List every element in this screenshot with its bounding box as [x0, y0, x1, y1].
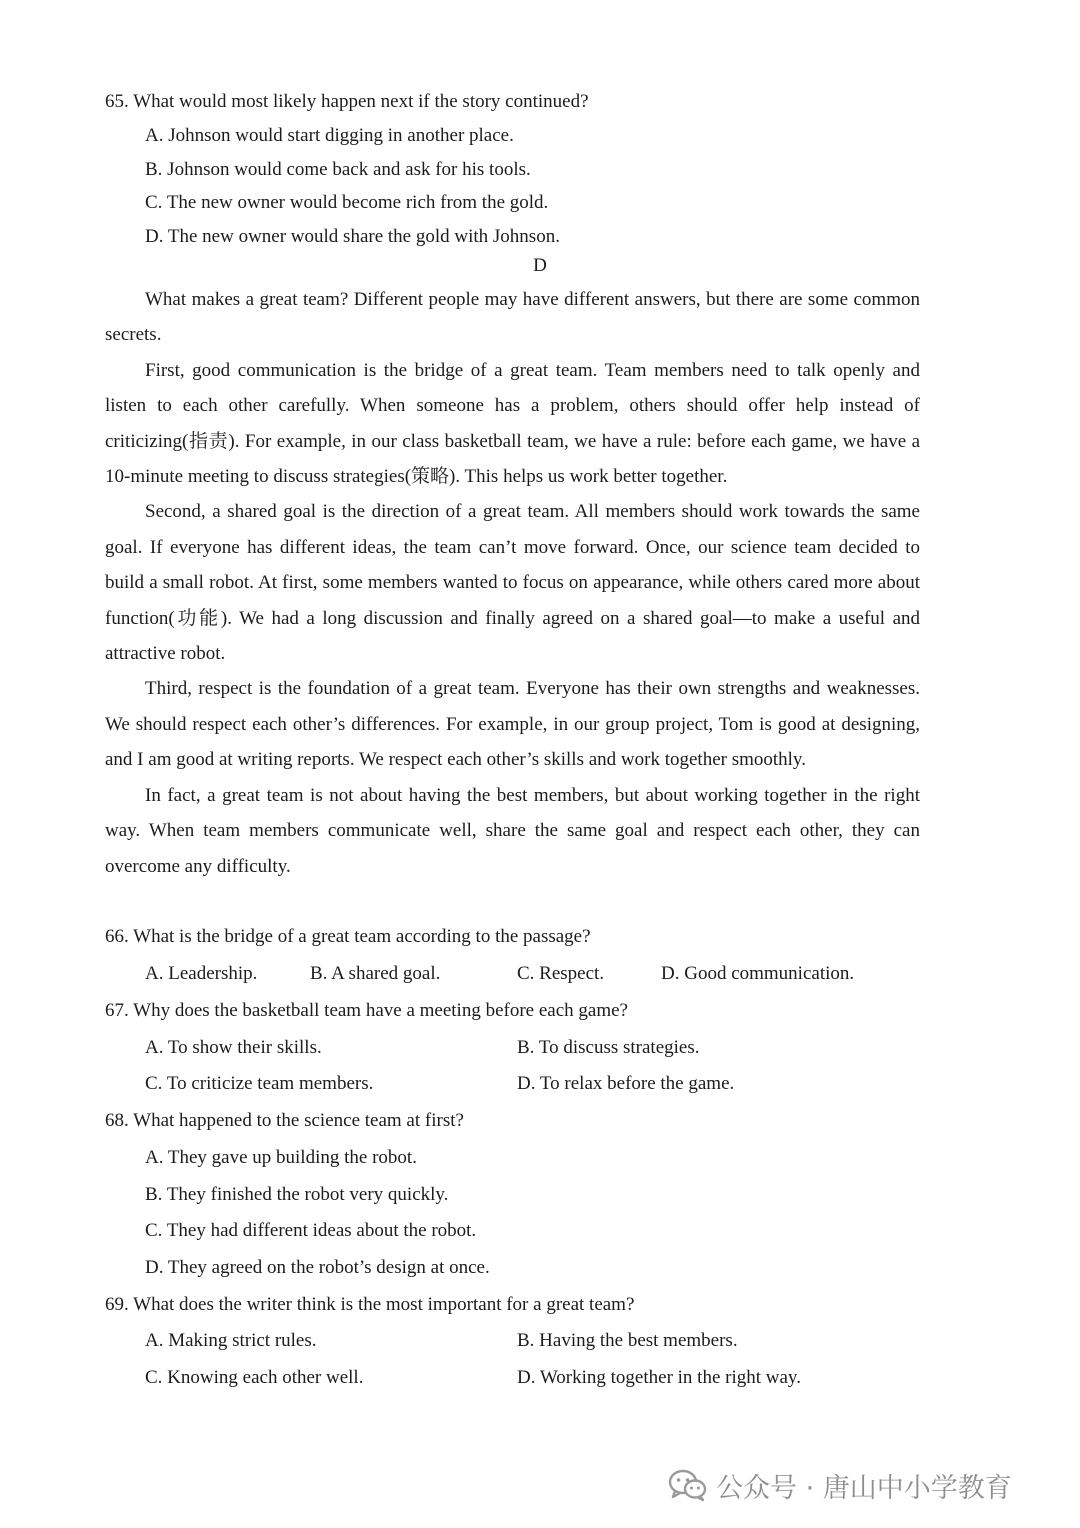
question-65-stem: 65. What would most likely happen next if the story continued? — [105, 91, 589, 112]
passage-paragraph: In fact, a great team is not about having the best members, but about working together in the right way. When team members communicate well, share the same goal and respect each other, they can overcome any difficulty. — [105, 784, 920, 877]
question-66-stem: 66. What is the bridge of a great team according to the passage? — [105, 926, 591, 947]
question-66-option-b: B. A shared goal. — [310, 963, 441, 984]
question-69-option-c: C. Knowing each other well. — [145, 1367, 364, 1388]
question-67-option-c: C. To criticize team members. — [145, 1073, 374, 1094]
passage-paragraph: Third, respect is the foundation of a great team. Everyone has their own strengths and weaknesses. We should respect each other’s differences. For example, in our group project, Tom is good at designing, and I am good at writing reports. We respect each other’s skills and work together smoothly. — [105, 678, 920, 771]
question-67-stem: 67. Why does the basketball team have a meeting before each game? — [105, 1000, 628, 1021]
passage-paragraph: What makes a great team? Different people may have different answers, but there are some common secrets. — [105, 289, 920, 346]
section-letter: D — [533, 255, 547, 276]
question-69-option-a: A. Making strict rules. — [145, 1330, 317, 1351]
question-66-option-a: A. Leadership. — [145, 963, 258, 984]
question-65-option-d: D. The new owner would share the gold with Johnson. — [145, 226, 560, 247]
passage-paragraph: First, good communication is the bridge of a great team. Team members need to talk openly and listen to each other carefully. When someone has a problem, others should offer help instead of criticizing(指责). For example, in our class basketball team, we have a rule: before each game, we have a 10-minute meeting to discuss strategies(策略). This helps us work better together. — [105, 359, 920, 488]
watermark-text: 公众号 · 唐山中小学教育 — [716, 1472, 1012, 1504]
watermark — [668, 1463, 1012, 1507]
question-67-option-d: D. To relax before the game. — [517, 1073, 735, 1094]
reading-passage — [105, 282, 920, 884]
question-69-option-d: D. Working together in the right way. — [517, 1367, 801, 1388]
question-67-option-b: B. To discuss strategies. — [517, 1037, 700, 1058]
question-68-option-c: C. They had different ideas about the robot. — [145, 1220, 477, 1241]
question-66-option-c: C. Respect. — [517, 963, 605, 984]
question-67-option-a: A. To show their skills. — [145, 1037, 322, 1058]
question-68-option-b: B. They finished the robot very quickly. — [145, 1184, 449, 1205]
question-66-option-d: D. Good communication. — [661, 963, 855, 984]
question-65-option-b: B. Johnson would come back and ask for his tools. — [145, 159, 531, 180]
question-68-option-d: D. They agreed on the robot’s design at once. — [145, 1257, 490, 1278]
question-68-option-a: A. They gave up building the robot. — [145, 1147, 417, 1168]
passage-paragraph: Second, a shared goal is the direction of a great team. All members should work towards the same goal. If everyone has different ideas, the team can’t move forward. Once, our science team decided to build a small robot. At first, some members wanted to focus on appearance, while others cared more about function(功能). We had a long discussion and finally agreed on a shared goal—to make a useful and attractive robot. — [105, 501, 920, 665]
question-68-stem: 68. What happened to the science team at first? — [105, 1110, 464, 1131]
question-65-option-a: A. Johnson would start digging in another place. — [145, 125, 514, 146]
wechat-icon — [668, 1468, 708, 1502]
question-65-option-c: C. The new owner would become rich from the gold. — [145, 192, 549, 213]
question-69-stem: 69. What does the writer think is the most important for a great team? — [105, 1294, 635, 1315]
question-69-option-b: B. Having the best members. — [517, 1330, 738, 1351]
